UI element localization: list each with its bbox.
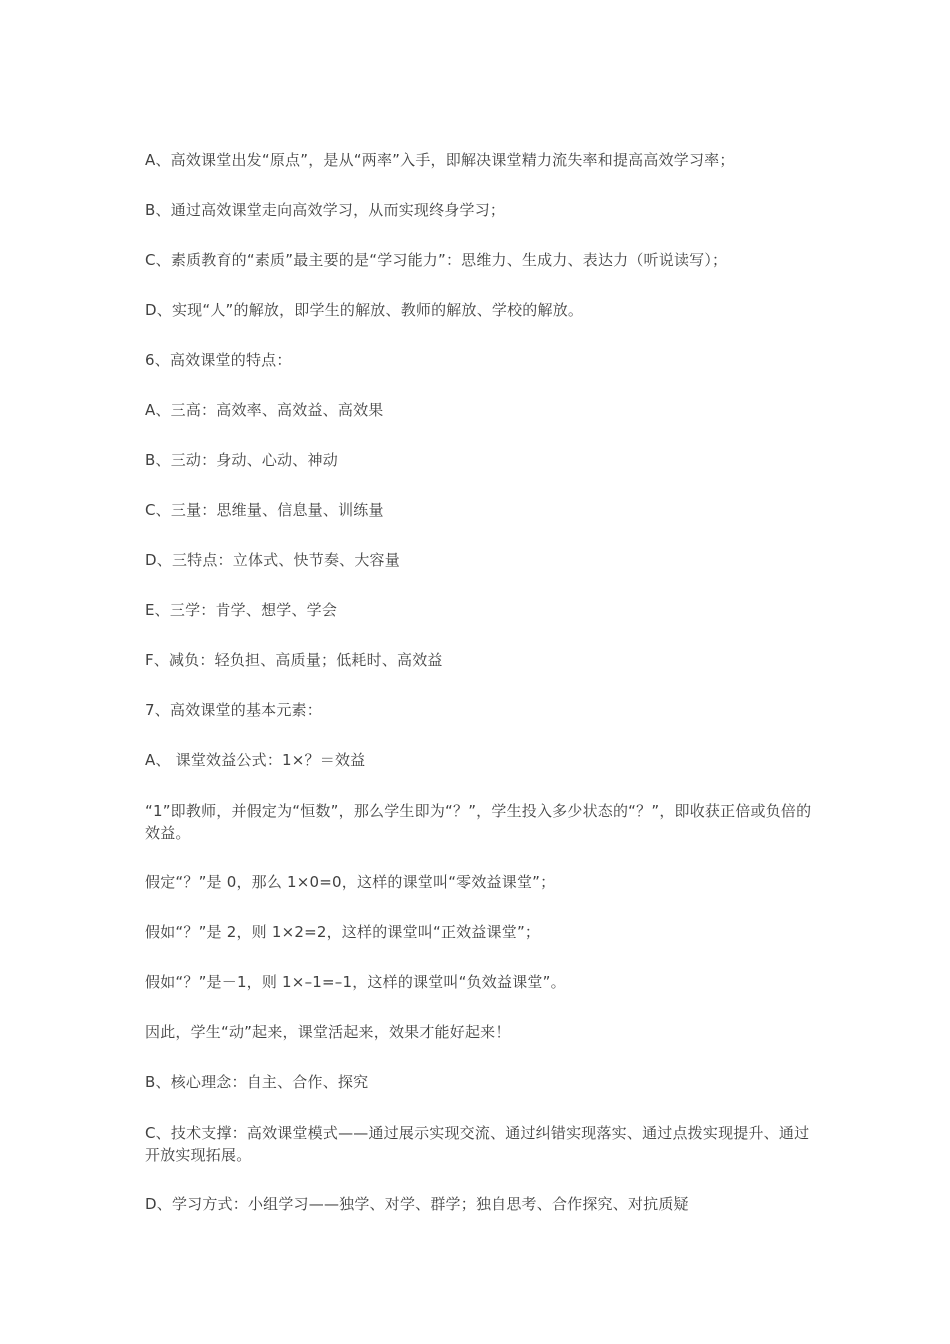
paragraph-element-c: C、技术支撑：高效课堂模式——通过展示实现交流、通过纠错实现落实、通过点拨实现提升、通过开放实现拓展。 <box>145 1124 810 1164</box>
section-heading-7: 7、高效课堂的基本元素： <box>145 701 322 719</box>
paragraph-feature-d: D、三特点：立体式、快节奏、大容量 <box>145 551 400 569</box>
paragraph-zero-benefit: 假定“？”是 0，那么 1×0=0，这样的课堂叫“零效益课堂”； <box>145 873 556 891</box>
paragraph-feature-b: B、三动：身动、心动、神动 <box>145 451 338 469</box>
paragraph-element-d: D、学习方式：小组学习——独学、对学、群学；独自思考、合作探究、对抗质疑 <box>145 1195 689 1213</box>
paragraph-feature-f: F、减负：轻负担、高质量；低耗时、高效益 <box>145 651 443 669</box>
paragraph-goal-c: C、素质教育的“素质”最主要的是“学习能力”：思维力、生成力、表达力（听说读写）； <box>145 251 728 269</box>
paragraph-feature-c: C、三量：思维量、信息量、训练量 <box>145 501 384 519</box>
paragraph-element-b: B、核心理念：自主、合作、探究 <box>145 1073 369 1091</box>
section-heading-6: 6、高效课堂的特点： <box>145 351 292 369</box>
paragraph-conclusion: 因此，学生“动”起来，课堂活起来，效果才能好起来！ <box>145 1023 511 1041</box>
paragraph-goal-a: A、高效课堂出发“原点”，是从“两率”入手，即解决课堂精力流失率和提高高效学习率； <box>145 151 735 169</box>
document-body <box>145 150 820 1244</box>
paragraph-goal-b: B、通过高效课堂走向高效学习，从而实现终身学习； <box>145 201 506 219</box>
paragraph-element-a: A、 课堂效益公式：1×？＝效益 <box>145 751 366 769</box>
paragraph-feature-e: E、三学：肯学、想学、学会 <box>145 601 338 619</box>
paragraph-negative-benefit: 假如“？”是－1，则 1×–1=–1，这样的课堂叫“负效益课堂”。 <box>145 973 566 991</box>
paragraph-feature-a: A、三高：高效率、高效益、高效果 <box>145 401 384 419</box>
paragraph-positive-benefit: 假如“？”是 2，则 1×2=2，这样的课堂叫“正效益课堂”； <box>145 923 541 941</box>
paragraph-formula-explanation: “1”即教师，并假定为“恒数”，那么学生即为“？”，学生投入多少状态的“？”，即收获正倍或负倍的效益。 <box>145 802 812 842</box>
paragraph-goal-d: D、实现“人”的解放，即学生的解放、教师的解放、学校的解放。 <box>145 301 584 319</box>
